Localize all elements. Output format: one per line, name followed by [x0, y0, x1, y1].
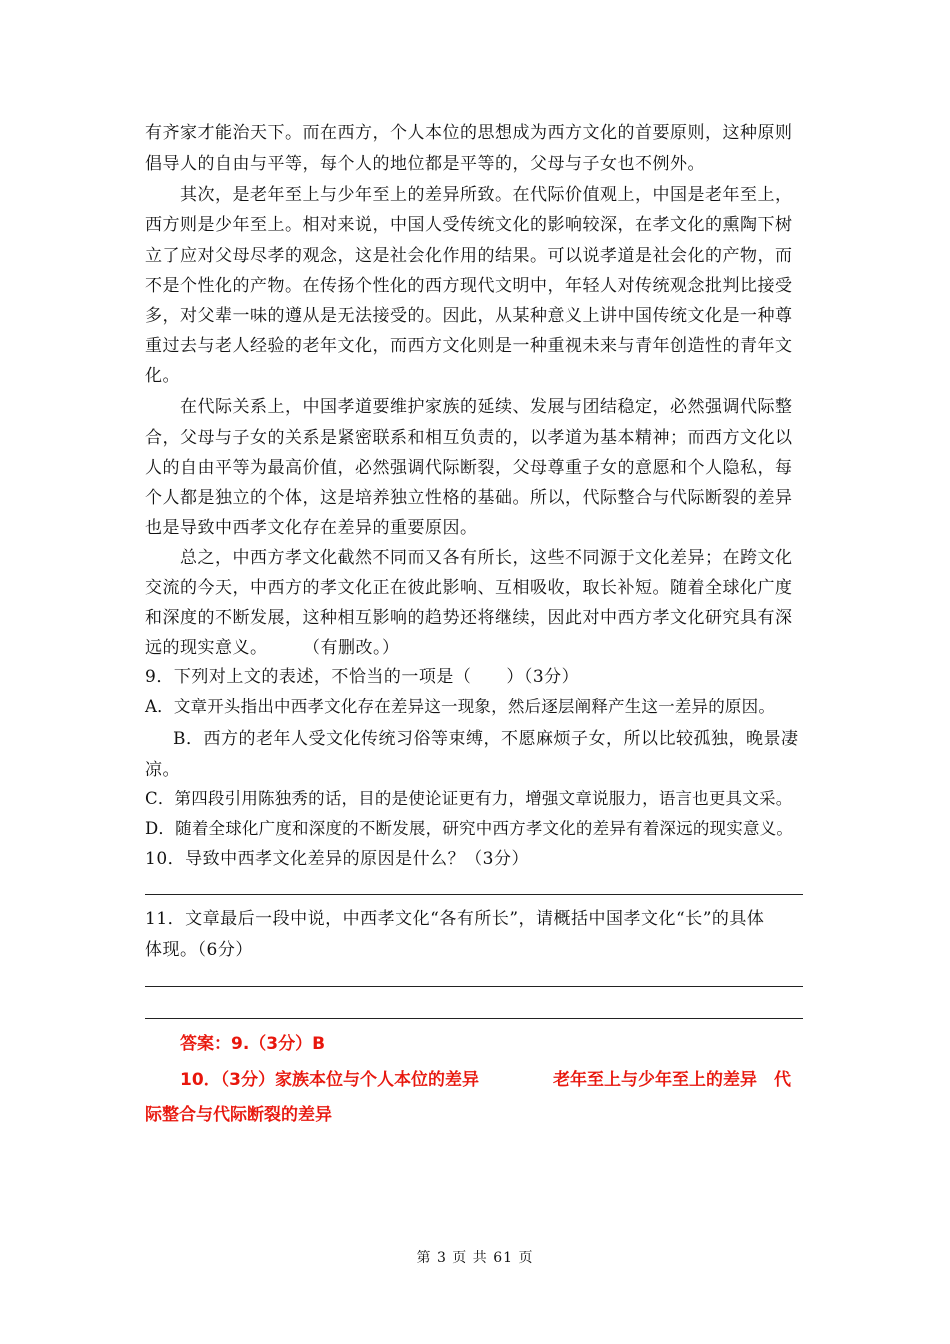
question-9: 9．下列对上文的表述，不恰当的一项是（ ）（3分）	[145, 667, 580, 687]
question-11: 11．文章最后一段中说，中西孝文化“各有所长”，请概括中国孝文化“长”的具体	[145, 909, 765, 929]
question-10: 10．导致中西孝文化差异的原因是什么？（3分）	[145, 849, 529, 869]
passage-line: 交流的今天，中西方的孝文化正在彼此影响、互相吸收，取长补短。随着全球化广度	[145, 578, 793, 598]
passage-line: 总之，中西方孝文化截然不同而又各有所长，这些不同源于文化差异；在跨文化	[180, 548, 793, 568]
passage-line: 合，父母与子女的关系是紧密联系和相互负责的，以孝道为基本精神；而西方文化以	[145, 428, 793, 448]
passage-line: 个人都是独立的个体，这是培养独立性格的基础。所以，代际整合与代际断裂的差异	[145, 488, 793, 508]
answer-10-part2: 老年至上与少年至上的差异 代	[553, 1070, 791, 1090]
passage-line: 不是个性化的产物。在传扬个性化的西方现代文明中，年轻人对传统观念批判比接受	[145, 276, 793, 296]
passage-line: 和深度的不断发展，这种相互影响的趋势还将继续，因此对中西方孝文化研究具有深	[145, 608, 793, 628]
passage-line: 人的自由平等为最高价值，必然强调代际断裂，父母尊重子女的意愿和个人隐私，每	[145, 458, 793, 478]
passage-line: 有齐家才能治天下。而在西方，个人本位的思想成为西方文化的首要原则，这种原则	[145, 123, 793, 143]
passage-line: 化。	[145, 366, 180, 386]
question-11-cont: 体现。（6分）	[145, 940, 253, 960]
passage-line: 倡导人的自由与平等，每个人的地位都是平等的，父母与子女也不例外。	[145, 154, 705, 174]
option-a: A．文章开头指出中西孝文化存在差异这一现象，然后逐层阐释产生这一差异的原因。	[145, 697, 776, 716]
option-c: C．第四段引用陈独秀的话，目的是使论证更有力，增强文章说服力，语言也更具文采。	[145, 789, 793, 808]
answer-line[interactable]	[145, 894, 803, 895]
passage-line: 也是导致中西孝文化存在差异的重要原因。	[145, 518, 478, 538]
passage-line: 西方则是少年至上。相对来说，中国人受传统文化的影响较深，在孝文化的熏陶下树	[145, 215, 793, 235]
answer-9: 答案：9.（3分）B	[180, 1034, 326, 1054]
answer-10: 10．（3分）家族本位与个人本位的差异	[180, 1070, 479, 1090]
option-d: D．随着全球化广度和深度的不断发展，研究中西方孝文化的差异有着深远的现实意义。	[145, 819, 794, 838]
passage-line: 立了应对父母尽孝的观念，这是社会化作用的结果。可以说孝道是社会化的产物，而	[145, 246, 793, 266]
answer-line[interactable]	[145, 986, 803, 987]
passage-line: 在代际关系上，中国孝道要维护家族的延续、发展与团结稳定，必然强调代际整	[180, 397, 793, 417]
option-b-cont: 凉。	[145, 760, 180, 780]
answer-line[interactable]	[145, 1018, 803, 1019]
page-number: 第 3 页 共 61 页	[416, 1250, 534, 1266]
answer-10-part3: 际整合与代际断裂的差异	[145, 1105, 332, 1125]
option-b: B．西方的老年人受文化传统习俗等束缚，不愿麻烦子女，所以比较孤独，晚景凄	[173, 729, 799, 749]
passage-line: 远的现实意义。 （有删改。）	[145, 638, 400, 658]
passage-line: 重过去与老人经验的老年文化，而西方文化则是一种重视未来与青年创造性的青年文	[145, 336, 793, 356]
passage-line: 多，对父辈一味的遵从是无法接受的。因此，从某种意义上讲中国传统文化是一种尊	[145, 306, 793, 326]
passage-line: 其次，是老年至上与少年至上的差异所致。在代际价值观上，中国是老年至上，	[180, 185, 793, 205]
